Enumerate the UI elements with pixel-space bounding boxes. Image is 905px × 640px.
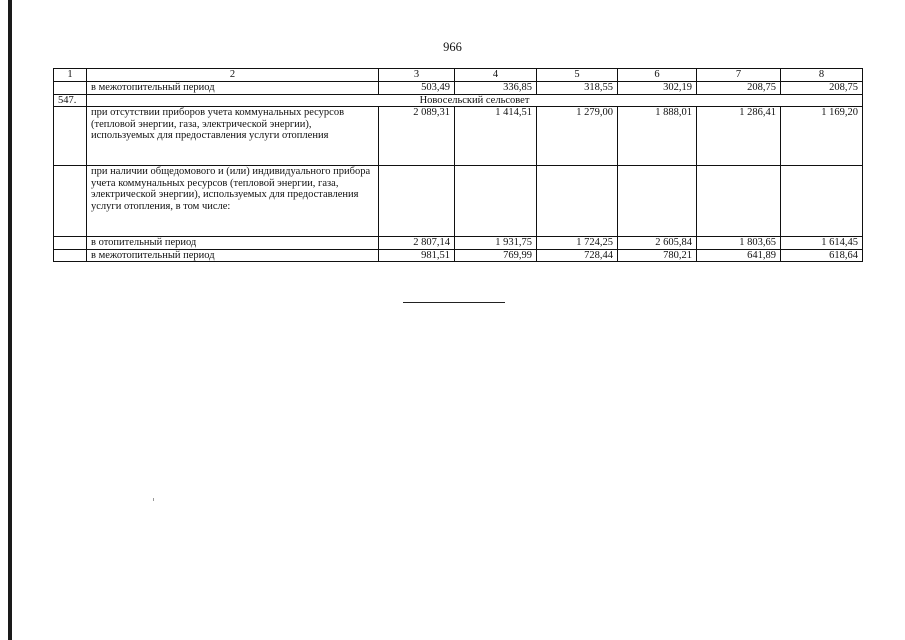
row-number-cell <box>54 166 87 237</box>
header-cell: 4 <box>455 69 537 82</box>
value-cell: 2 807,14 <box>379 237 455 250</box>
value-cell: 1 803,65 <box>697 237 781 250</box>
value-cell: 336,85 <box>455 82 537 95</box>
section-title: Новосельский сельсовет <box>87 94 863 107</box>
value-cell: 1 286,41 <box>697 107 781 166</box>
header-cell: 3 <box>379 69 455 82</box>
table-row <box>54 249 863 262</box>
value-cell <box>455 166 537 237</box>
row-label-cell: при отсутствии приборов учета коммунальных ресурсов (тепловой энергии, газа, электрической энергии), используемых для предоставления услуги отопления <box>87 107 379 166</box>
row-number-cell <box>54 107 87 166</box>
value-cell: 302,19 <box>618 82 697 95</box>
table-row <box>54 107 863 166</box>
page-number: 966 <box>443 40 462 54</box>
header-cell: 2 <box>87 69 379 82</box>
table-row <box>54 166 863 237</box>
row-number-cell <box>54 82 87 95</box>
value-cell: 1 169,20 <box>781 107 863 166</box>
header-cell: 1 <box>54 69 87 82</box>
value-cell: 981,51 <box>379 249 455 262</box>
row-number-cell <box>54 249 87 262</box>
header-cell: 8 <box>781 69 863 82</box>
value-cell: 728,44 <box>537 249 618 262</box>
scan-speck <box>153 498 154 501</box>
value-cell: 2 605,84 <box>618 237 697 250</box>
value-cell: 1 279,00 <box>537 107 618 166</box>
value-cell: 769,99 <box>455 249 537 262</box>
value-cell: 1 888,01 <box>618 107 697 166</box>
table-row <box>54 82 863 95</box>
closing-rule <box>403 302 505 303</box>
value-cell: 641,89 <box>697 249 781 262</box>
value-cell: 208,75 <box>781 82 863 95</box>
value-cell: 2 089,31 <box>379 107 455 166</box>
value-cell: 503,49 <box>379 82 455 95</box>
row-label-cell: в отопительный период <box>87 237 379 250</box>
header-cell: 7 <box>697 69 781 82</box>
value-cell: 780,21 <box>618 249 697 262</box>
value-cell: 1 614,45 <box>781 237 863 250</box>
value-cell <box>618 166 697 237</box>
table-row <box>54 237 863 250</box>
row-label-cell: в межотопительный период <box>87 249 379 262</box>
value-cell: 208,75 <box>697 82 781 95</box>
value-cell: 618,64 <box>781 249 863 262</box>
header-cell: 6 <box>618 69 697 82</box>
section-row <box>54 94 863 107</box>
row-label-cell: в межотопительный период <box>87 82 379 95</box>
value-cell: 1 724,25 <box>537 237 618 250</box>
value-cell <box>781 166 863 237</box>
value-cell <box>379 166 455 237</box>
value-cell: 318,55 <box>537 82 618 95</box>
page-left-border <box>8 0 12 640</box>
row-label-cell: при наличии общедомового и (или) индивидуального прибора учета коммунальных ресурсов (тепловой энергии, газа, электрической энергии), используемых для предоставления услуги отопления, в том числе: <box>87 166 379 237</box>
table-header-row <box>54 69 863 82</box>
row-number-cell: 547. <box>54 94 87 107</box>
tariff-table <box>53 68 863 262</box>
header-cell: 5 <box>537 69 618 82</box>
value-cell <box>697 166 781 237</box>
value-cell: 1 931,75 <box>455 237 537 250</box>
row-number-cell <box>54 237 87 250</box>
value-cell: 1 414,51 <box>455 107 537 166</box>
value-cell <box>537 166 618 237</box>
